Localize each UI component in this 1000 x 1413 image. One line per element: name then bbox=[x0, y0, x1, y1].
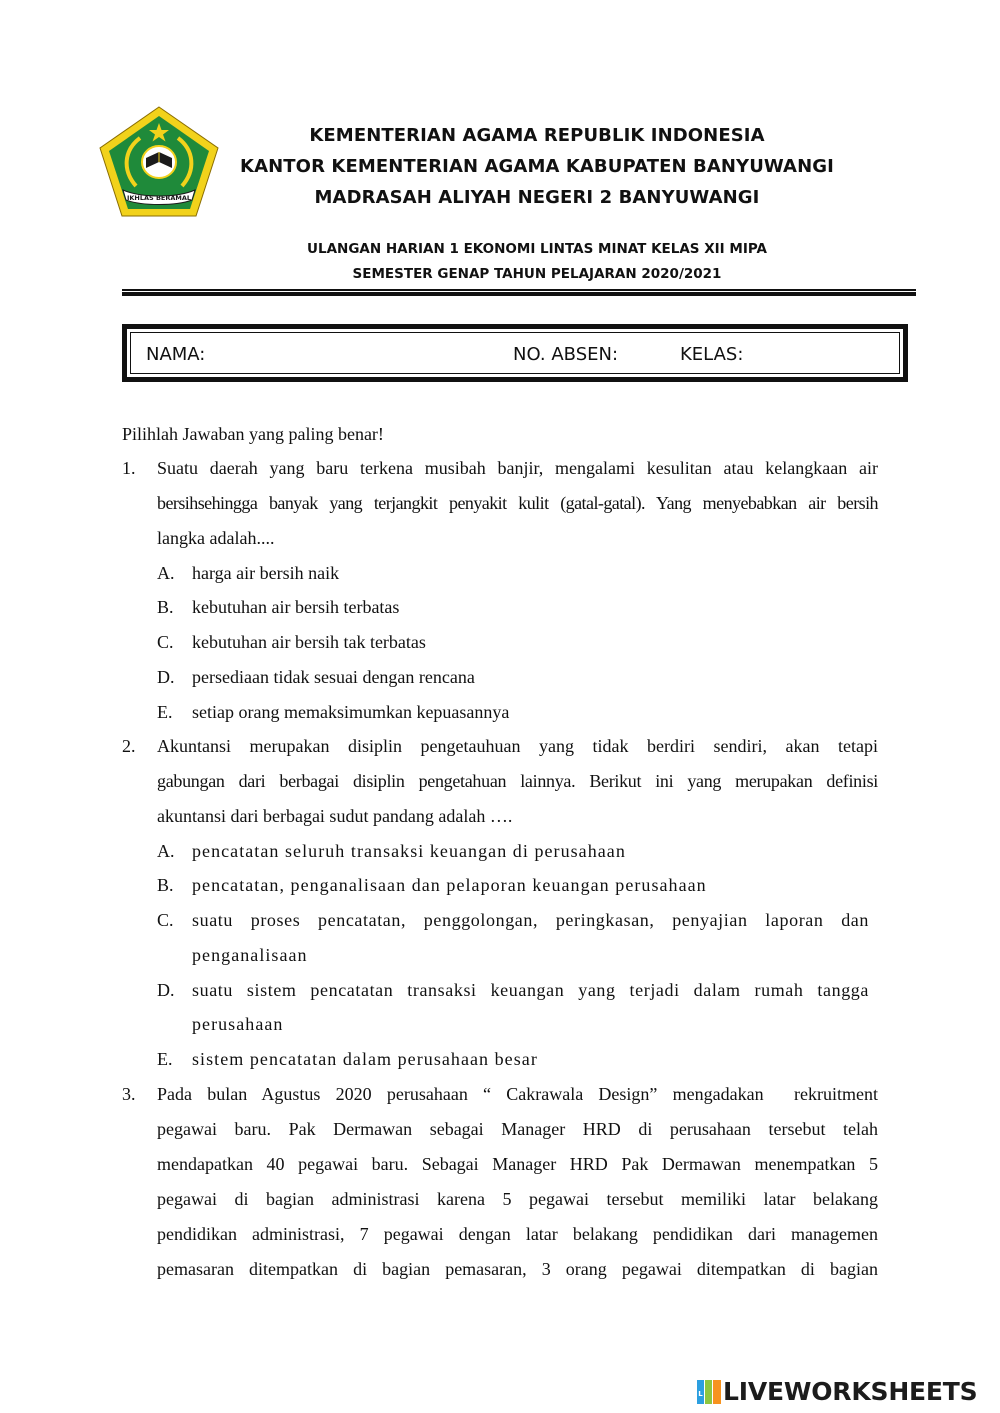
option-d[interactable]: suatu sistem pencatatan transaksi keuangan yang terjadi dalam rumah tangga bbox=[192, 980, 869, 1000]
student-identity-box bbox=[122, 324, 908, 382]
option-letter: C. bbox=[157, 910, 174, 930]
liveworksheets-logo-icon bbox=[697, 1380, 721, 1404]
option-b[interactable]: pencatatan, penganalisaan dan pelaporan keuangan perusahaan bbox=[192, 875, 707, 895]
option-e[interactable]: setiap orang memaksimumkan kepuasannya bbox=[192, 702, 510, 722]
option-c[interactable]: suatu proses pencatatan, penggolongan, peringkasan, penyajian laporan dan bbox=[192, 910, 869, 930]
institution-line-3: MADRASAH ALIYAH NEGERI 2 BANYUWANGI bbox=[314, 187, 760, 208]
question-text-line: mendapatkan 40 pegawai baru. Sebagai Manager HRD Pak Dermawan menempatkan 5 bbox=[157, 1154, 878, 1174]
option-letter: B. bbox=[157, 875, 174, 895]
option-letter: C. bbox=[157, 632, 174, 652]
option-letter: E. bbox=[157, 1049, 173, 1069]
option-d[interactable]: persediaan tidak sesuai dengan rencana bbox=[192, 667, 475, 687]
question-text-line: Suatu daerah yang baru terkena musibah banjir, mengalami kesulitan atau kelangkaan air bbox=[157, 458, 878, 478]
question-text-line: Pada bulan Agustus 2020 perusahaan “ Cakrawala Design” mengadakan rekruitment bbox=[157, 1084, 878, 1104]
question-text-line: pegawai di bagian administrasi karena 5 pegawai tersebut memiliki latar belakang bbox=[157, 1189, 878, 1209]
instruction: Pilihlah Jawaban yang paling benar! bbox=[122, 424, 384, 444]
institution-header bbox=[232, 120, 842, 213]
logo-ribbon-text: IKHLAS BERAMAL bbox=[126, 194, 192, 202]
logo-letter-l: L bbox=[698, 1390, 703, 1398]
name-label: NAMA: bbox=[146, 344, 206, 365]
option-a[interactable]: harga air bersih naik bbox=[192, 563, 340, 583]
header-divider-thin bbox=[122, 289, 916, 291]
question-text-line: gabungan dari berbagai disiplin pengetahuan lainnya. Berikut ini yang merupakan definisi bbox=[157, 771, 878, 791]
question-text-line: akuntansi dari berbagai sudut pandang adalah …. bbox=[157, 806, 513, 826]
question-text-line: pemasaran ditempatkan di bagian pemasaran, 3 orang pegawai ditempatkan di bagian bbox=[157, 1259, 878, 1279]
option-b[interactable]: kebutuhan air bersih terbatas bbox=[192, 597, 400, 617]
option-letter: E. bbox=[157, 702, 173, 722]
option-letter: B. bbox=[157, 597, 174, 617]
absen-label: NO. ABSEN: bbox=[513, 344, 619, 365]
option-letter: D. bbox=[157, 667, 175, 687]
option-letter: A. bbox=[157, 563, 175, 583]
option-d-continued[interactable]: perusahaan bbox=[192, 1014, 284, 1034]
option-letter: A. bbox=[157, 841, 175, 861]
institution-line-2: KANTOR KEMENTERIAN AGAMA KABUPATEN BANYUWANGI bbox=[240, 156, 834, 177]
exam-semester: SEMESTER GENAP TAHUN PELAJARAN 2020/2021 bbox=[352, 266, 722, 282]
institution-line-1: KEMENTERIAN AGAMA REPUBLIK INDONESIA bbox=[309, 125, 765, 146]
question-number: 2. bbox=[122, 736, 136, 756]
question-text-line: bersihsehingga banyak yang terjangkit penyakit kulit (gatal-gatal). Yang menyebabkan air bersih bbox=[157, 493, 878, 513]
question-text-line: pegawai baru. Pak Dermawan sebagai Manager HRD di perusahaan tersebut telah bbox=[157, 1119, 878, 1139]
option-a[interactable]: pencatatan seluruh transaksi keuangan di perusahaan bbox=[192, 841, 626, 861]
question-number: 3. bbox=[122, 1084, 136, 1104]
option-letter: D. bbox=[157, 980, 175, 1000]
question-text-line: pendidikan administrasi, 7 pegawai dengan latar belakang pendidikan dari managemen bbox=[157, 1224, 878, 1244]
option-c-continued[interactable]: penganalisaan bbox=[192, 945, 308, 965]
question-text-line: langka adalah.... bbox=[157, 528, 275, 548]
header-divider-thick bbox=[122, 292, 916, 296]
exam-header bbox=[232, 237, 842, 287]
question-number: 1. bbox=[122, 458, 136, 478]
option-e[interactable]: sistem pencatatan dalam perusahaan besar bbox=[192, 1049, 538, 1069]
brand-name: LIVEWORKSHEETS bbox=[723, 1377, 978, 1406]
exam-title: ULANGAN HARIAN 1 EKONOMI LINTAS MINAT KELAS XII MIPA bbox=[307, 241, 767, 257]
option-c[interactable]: kebutuhan air bersih tak terbatas bbox=[192, 632, 426, 652]
question-text-line: Akuntansi merupakan disiplin pengetauhuan yang tidak berdiri sendiri, akan tetapi bbox=[157, 736, 878, 756]
kemenag-logo bbox=[96, 104, 222, 220]
kelas-label: KELAS: bbox=[680, 344, 744, 365]
